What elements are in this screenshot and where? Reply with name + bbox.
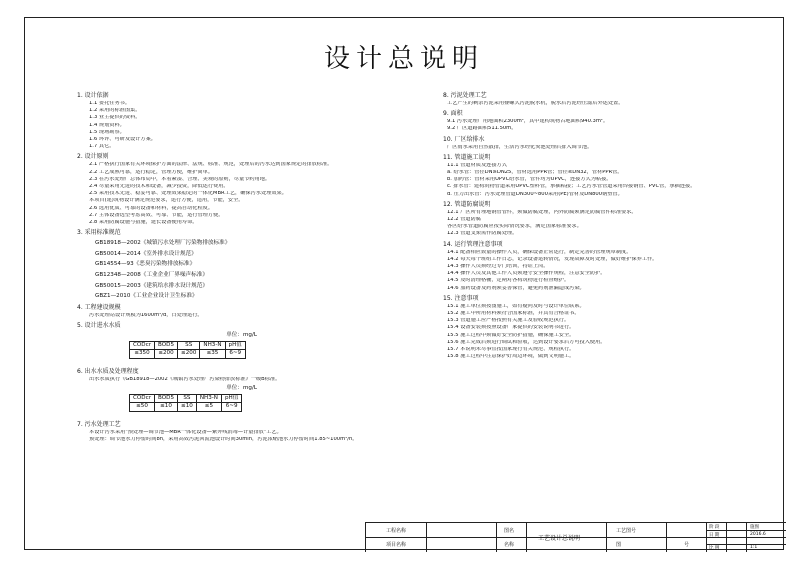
scale-label: 比 例 [709, 546, 720, 551]
table-row [130, 350, 246, 359]
list-item: 9.1 污水处理厂用地面积2300m²，其中建构筑物占地面积940.3m²。 [447, 119, 609, 125]
table-cell: ≤35 [200, 350, 225, 359]
table-cell: pH值 [225, 341, 245, 350]
list-item: 1.3 业主提供的资料。 [89, 115, 141, 121]
table-cell: SS [178, 341, 200, 350]
table-cell: NH3-N [200, 341, 225, 350]
list-item: GB12348—2008《工业企业厂界噪声标准》 [95, 272, 208, 279]
list-item: 2.5 采用技术先进、稳妥可靠、处理效果稳定的一体化MBR工艺，确保污水处理效果。 [89, 191, 287, 197]
section-heading: 1. 设计依据 [77, 92, 109, 99]
table-cell: CODcr [130, 394, 155, 403]
list-item: GB14554—93《恶臭污染物排放标准》 [95, 261, 196, 268]
section-items [443, 304, 773, 360]
section-items [77, 430, 397, 442]
list-item: 14.4 操作人员及其他工作人员须遵守安全操作规程，注意安全防护。 [447, 271, 606, 277]
section-heading: 11. 管道施工说明 [443, 153, 491, 161]
table-cell: SS [178, 394, 197, 403]
page-label: 图 [616, 542, 622, 548]
list-item: 15.7 本说明未尽事宜按国家现行有关规范、规程执行。 [447, 347, 575, 353]
list-item: GBZ1—2010《工业企业设计卫生标准》 [95, 293, 198, 300]
list-item: 15.1 施工单位须按图施工，如有疑问及时与设计单位联系。 [447, 303, 585, 309]
table-cell: ≤350 [130, 350, 155, 359]
list-item: 2.4 尽量采用先进的技术和设备，减少投资，降低运行费用。 [89, 184, 229, 190]
table-cell: 6~9 [225, 350, 245, 359]
list-item: 2.2 工艺成熟可靠，运行稳定，管理方便，维护简单。 [89, 169, 214, 175]
effluent-quality-table [129, 394, 242, 412]
section-items [443, 101, 773, 106]
list-item: 14.2 每天每个班组工作日志，记录设备运转情况，发现故障及时处理，做好维护保养工作。 [447, 256, 658, 262]
unit-label: 单位：mg/L [226, 332, 257, 339]
section-items [443, 250, 773, 291]
list-item: 15.8 施工过程中注意保护好周边环境，做到文明施工。 [447, 354, 575, 360]
list-item: 14.1 配备相应数量的操作人员，确保设备正常运行，制定完善的管理规章制度。 [447, 249, 632, 255]
project-label: 工程名称 [386, 528, 407, 534]
list-item: 工艺产生的剩余污泥采用叠螺式污泥脱水机，脱水后污泥经压滤后外运处置。 [447, 101, 624, 106]
list-item: 12.3 管道支架需作防腐处理。 [447, 231, 518, 237]
section-heading: 15. 注意事项 [443, 294, 479, 302]
section-heading: 5. 设计进水水质 [77, 322, 121, 330]
section-items [77, 162, 397, 225]
stage-label: 阶 段 [709, 525, 720, 530]
right-column [443, 88, 773, 361]
list-item: 12.1 厂区所有埋地钢管管件，须做防腐处理，内外防腐须满足防腐管件标准要求。 [447, 209, 637, 215]
list-item: 14.5 及时清理格栅，定期对各构筑物进行检查维护。 [447, 278, 570, 284]
list-item: 14.6 加药设备及药剂须妥善保管，避免药剂泄漏造成污染。 [447, 285, 585, 291]
list-item: 15.5 施工过程中须做好安全防护措施，确保施工安全。 [447, 332, 575, 338]
list-item: 2.7 主体设备选型考虑高效、可靠、节能，运行管理方便。 [89, 212, 224, 218]
section-heading: 9. 面积 [443, 110, 463, 118]
influent-quality-table [129, 341, 246, 359]
table-header-row [130, 341, 246, 350]
drawing-no-label: 工艺图号 [616, 528, 637, 534]
list-item: 2.3 在污水处理厂总体布局中，本着紧凑、合理、美观的原则，尽量节约用地。 [89, 176, 271, 182]
list-item: 15.4 设备安装须按照设备厂家提供的安装说明书进行。 [447, 325, 575, 331]
table-cell: CODcr [130, 341, 155, 350]
table-cell: ≤10 [155, 403, 178, 412]
list-item: 11.1 管道材质及连接方式 [447, 162, 507, 168]
list-item: 本项目(建)筑物设计满足规范要求，运行方便，适用，节能，安全。 [89, 198, 244, 204]
list-item: 15.2 施工中所用材料须符合国家标准，并具有合格证书。 [447, 311, 580, 317]
list-item: 各区给水管道防腐应按实际情况要求，满足国家标准要求。 [447, 224, 582, 230]
list-item: 1.1 委托任务书。 [89, 101, 131, 106]
title-block [365, 522, 786, 552]
list-item: 1.5 现场勘察。 [89, 129, 125, 135]
scale-value: 1:1 [750, 545, 758, 550]
section-heading: 2. 设计原则 [77, 153, 109, 161]
left-column [77, 88, 397, 444]
table-row [130, 403, 242, 412]
list-item: 15.3 管道施工应严格按照有关施工及验收规范执行。 [447, 318, 570, 324]
section-heading: 14. 运行管理注意事项 [443, 240, 503, 248]
list-item: 14.3 操作人员须经过专门培训，持证上岗。 [447, 264, 549, 270]
list-item: 12.2 管道防腐 [447, 217, 481, 223]
list-item: 2.1 严格执行国家有关环境保护方面的法律、法规、标准、规范，处理后的污水达到国家规定的排放标准。 [89, 162, 333, 168]
list-item: 1.2 采用的标准图集。 [89, 108, 141, 114]
table-cell: ≤5 [196, 403, 221, 412]
list-item: 9.2 厂区道路面积511.50m。 [447, 126, 517, 132]
list-item: 15.6 施工完成后须进行调试和验收，达到设计要求后方可投入使用。 [447, 339, 606, 345]
section-text: 出水水质执行《GB18918—2002《城镇污水处理厂污染物排放标准》一级B标准。 [89, 376, 281, 382]
section-heading: 7. 污水处理工艺 [77, 420, 121, 428]
section-heading: 10. 厂区给排水 [443, 135, 485, 143]
list-item: 预处理：调节池水力停留时间8h，采用高效污泥回流池设计时间30min，污泥浓缩池水力停留时间1.85~100m³/h。 [89, 436, 358, 442]
section-items [443, 210, 773, 237]
drawing-label: 图名 [504, 528, 515, 534]
standards-list [77, 241, 397, 300]
list-item: c. 排水管：建构筑物管道采用UPVC塑料管，承插粘接；工艺污水管管道采用焊接钢管、PVC管，承插连接。 [447, 184, 696, 190]
table-cell: ≤10 [178, 403, 197, 412]
name-label: 名称 [504, 542, 515, 548]
no-label: 号 [684, 542, 690, 548]
list-item: 1.6 环评、可研及设计方案。 [89, 137, 156, 143]
table-cell: BOD5 [155, 394, 178, 403]
date-value: 2016.6 [750, 532, 766, 537]
list-item: 1.7 其它。 [89, 144, 115, 150]
section-heading: 12. 管道防腐说明 [443, 200, 491, 208]
section-heading: 3. 采用标准规范 [77, 229, 121, 237]
item-label: 项目名称 [386, 542, 407, 548]
section-items [443, 145, 773, 150]
section-heading: 8. 污泥处理工艺 [443, 92, 487, 99]
table-cell: NH3-N [196, 394, 221, 403]
list-item: 本设计污水采用"预处理—调节池—MBR一体化设备—紫外线消毒—计量排放"工艺。 [89, 429, 282, 435]
section-heading: 4. 工程建设规模 [77, 303, 121, 311]
sheet-name: 工艺设计总说明 [538, 535, 581, 542]
section-items [77, 101, 397, 149]
list-item: GB50015—2003《建筑给水排水设计规范》 [95, 282, 208, 289]
section-items [443, 119, 773, 131]
list-item: d. 压力出水管：污水处理管道DN300~800采用(PE)管材及DN800钢塑管。 [447, 191, 623, 197]
section-heading: 6. 出水水质及处理程度 [77, 367, 139, 375]
stage-value: 施图 [750, 525, 759, 530]
table-header-row [130, 394, 242, 403]
list-item: GB50014—2014《室外排水设计规范》 [95, 250, 197, 257]
table-cell: BOD5 [155, 341, 178, 350]
table-cell: pH值 [221, 394, 241, 403]
table-cell: ≤200 [178, 350, 200, 359]
list-item: 厂区雨水采用自然散排，生活污水经化粪池处理后排入调节池。 [447, 144, 593, 150]
drawing-sheet [24, 17, 784, 550]
table-cell: ≤200 [155, 350, 178, 359]
table-cell: ≤50 [130, 403, 155, 412]
list-item: 1.4 规划资料。 [89, 122, 125, 128]
date-label: 日 期 [709, 533, 720, 538]
table-cell: 6~9 [221, 403, 241, 412]
unit-label: 单位：mg/L [226, 385, 257, 391]
section-items [443, 163, 773, 197]
list-item: a. 给水管：管径DN≥DN25，管材选用PPR管；管径≤DN32，管材PPR管。 [447, 170, 623, 176]
list-item: b. 加药管：管材采用UPVC给水管，管件均为UPVC，连接方式为粘接。 [447, 177, 612, 183]
list-item: 2.8 采用防腐设施与措施，延长设备使用寿命。 [89, 220, 198, 226]
section-text: 污水处理站设计规模为1600m³/d，日处理运行。 [89, 312, 203, 318]
list-item: 2.6 选用优质、可靠的设备和材料，提高自动化程度。 [89, 205, 214, 211]
page-title: 设计总说明 [323, 44, 484, 74]
list-item: GB18918—2002《城镇污水处理厂污染物排放标准》 [95, 240, 231, 247]
